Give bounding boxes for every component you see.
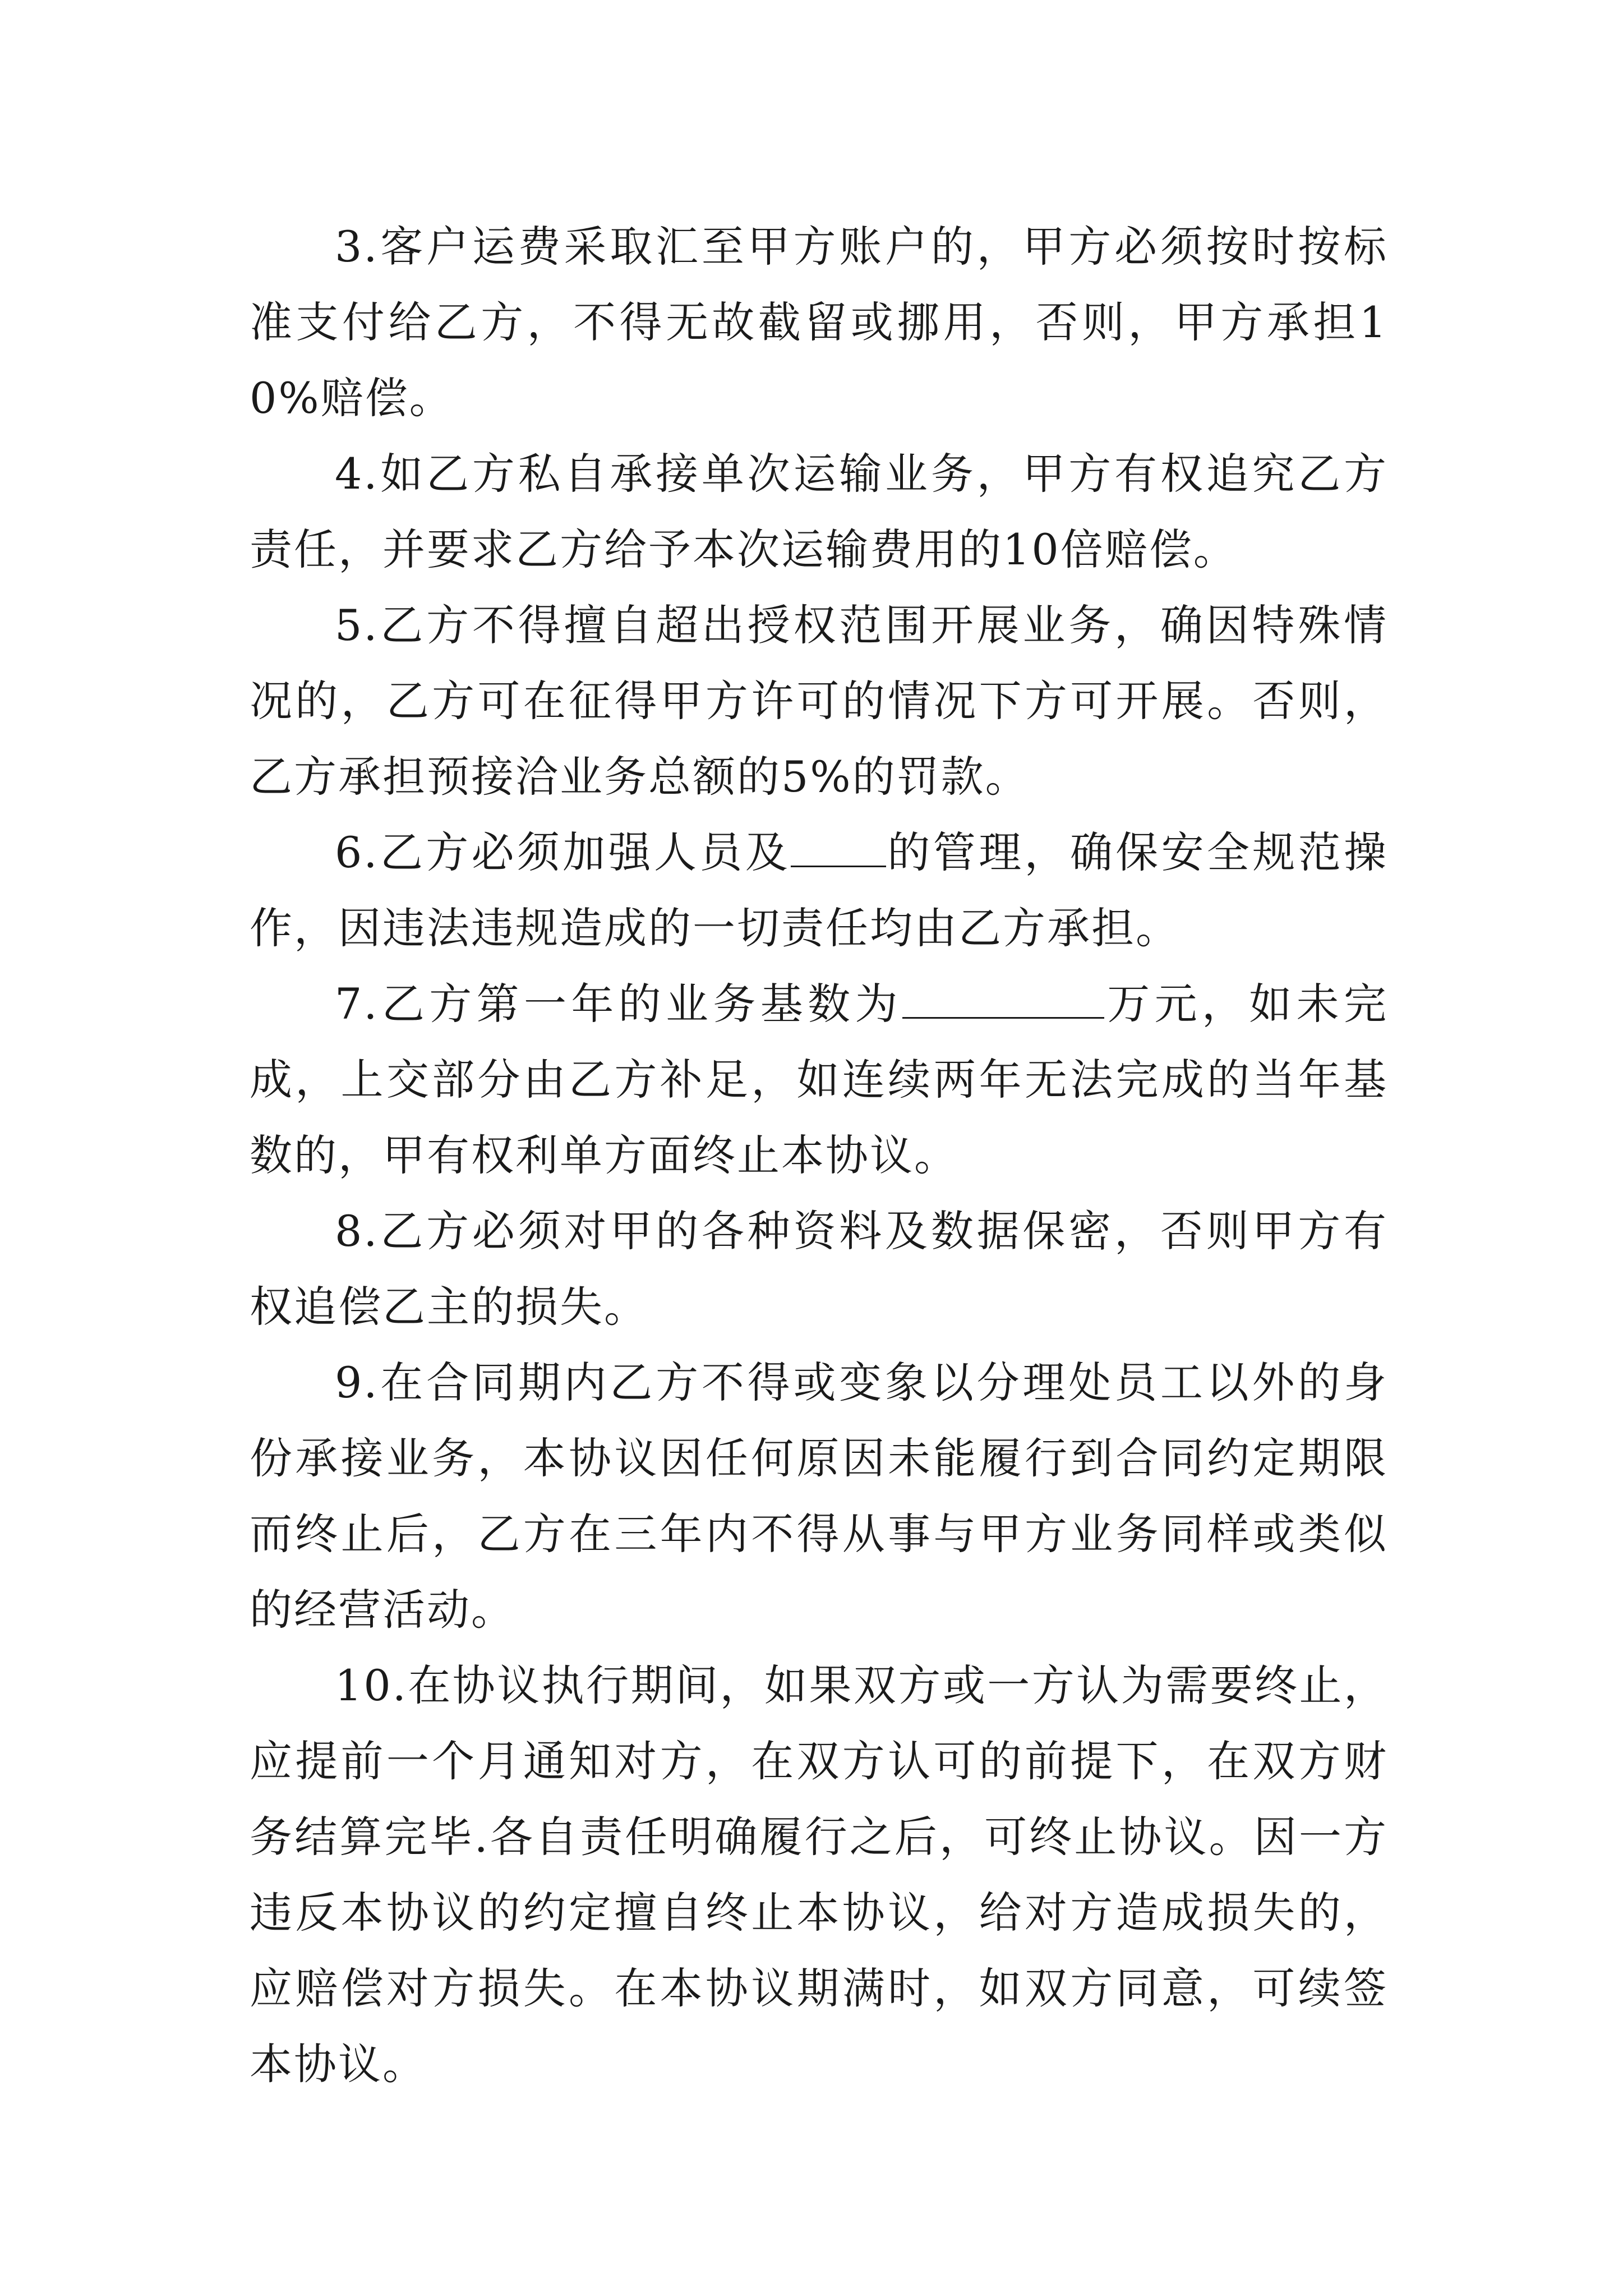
clause-3-paragraph: 3.客户运费采取汇至甲方账户的，甲方必须按时按标准支付给乙方，不得无故截留或挪用，否则，甲方承担10%赔偿。 [250, 222, 1388, 423]
clause-8-paragraph: 8.乙方必须对甲的各种资料及数据保密，否则甲方有权追偿乙主的损失。 [250, 1206, 1388, 1332]
clause-7-text-after: 万元，如未完成，上交部分由乙方补足，如连续两年无法完成的当年基数的，甲有权利单方面终止本协议。 [250, 979, 1389, 1180]
clause-10-paragraph: 10.在协议执行期间，如果双方或一方认为需要终止，应提前一个月通知对方，在双方认可的前提下，在双方财务结算完毕.各自责任明确履行之后，可终止协议。因一方违反本协议的约定擅自终止本协议，给对方造成损失的，应赔偿对方损失。在本协议期满时，如双方同意，可续签本协议。 [250, 1660, 1388, 2089]
fill-in-blank [902, 978, 1104, 1019]
clause-6-paragraph [250, 815, 1388, 966]
clause-6-text-before: 6.乙方必须加强人员及 [335, 827, 791, 877]
clause-4-paragraph: 4.如乙方私自承接单次运输业务，甲方有权追究乙方责任，并要求乙方给予本次运输费用的10倍赔偿。 [250, 449, 1388, 574]
clause-6-text-after: 的管理，确保安全规范操作，因违法违规造成的一切责任均由乙方承担。 [250, 827, 1388, 953]
clause-7-text-before: 7.乙方第一年的业务基数为 [335, 979, 902, 1029]
clause-7-paragraph [250, 966, 1388, 1193]
clause-9-paragraph: 9.在合同期内乙方不得或变象以分理处员工以外的身份承接业务，本协议因任何原因未能履行到合同约定期限而终止后，乙方在三年内不得从事与甲方业务同样或类似的经营活动。 [250, 1358, 1388, 1635]
fill-in-blank [791, 826, 886, 867]
document-body [250, 209, 1388, 2102]
clause-5-paragraph: 5.乙方不得擅自超出授权范围开展业务，确因特殊情况的，乙方可在征得甲方许可的情况下方可开展。否则，乙方承担预接洽业务总额的5%的罚款。 [250, 600, 1388, 802]
